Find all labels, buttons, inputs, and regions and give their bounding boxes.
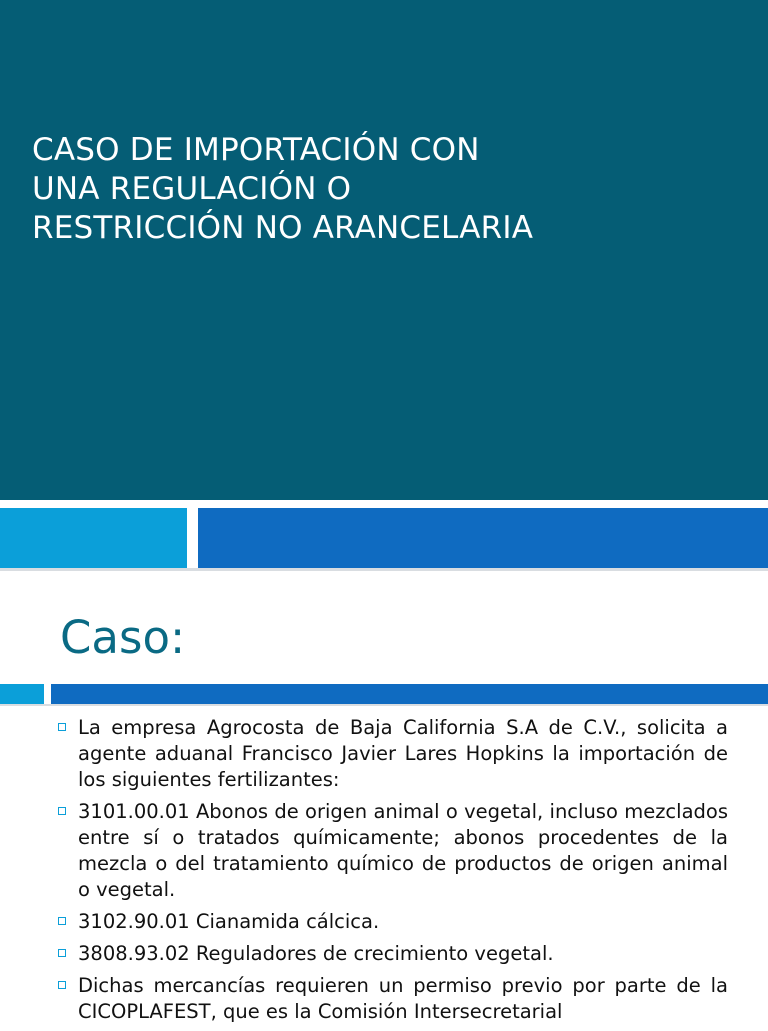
slide-divider — [0, 568, 768, 571]
bullet-text: 3808.93.02 Reguladores de crecimiento vegetal. — [78, 942, 554, 965]
hollow-square-bullet-icon — [58, 917, 66, 925]
section-heading: Caso: — [60, 611, 186, 664]
bullet-text: 3102.90.01 Cianamida cálcica. — [78, 910, 380, 933]
accent-bar-right — [51, 684, 768, 704]
accent-band-left — [0, 508, 187, 568]
slide-title-line: RESTRICCIÓN NO ARANCELARIA — [32, 210, 534, 246]
slide-title-line: UNA REGULACIÓN O — [32, 171, 352, 207]
hollow-square-bullet-icon — [58, 723, 66, 731]
bullet-item — [58, 909, 728, 935]
hollow-square-bullet-icon — [58, 949, 66, 957]
title-slide-background — [0, 0, 768, 500]
bullet-list — [58, 715, 728, 1031]
accent-bar-shadow — [0, 704, 768, 706]
slide-title-line: CASO DE IMPORTACIÓN CON — [32, 132, 480, 168]
bullet-text: 3101.00.01 Abonos de origen animal o vegetal, incluso mezclados entre sí o tratados químicamente; abonos procedentes de la mezcla o del tratamiento químico de productos de origen animal o vegetal. — [78, 800, 728, 901]
bullet-item — [58, 941, 728, 967]
bullet-item — [58, 715, 728, 793]
bullet-text: La empresa Agrocosta de Baja California S.A de C.V., solicita a agente aduanal Francisco Javier Lares Hopkins la importación de los siguientes fertilizantes: — [78, 716, 728, 791]
hollow-square-bullet-icon — [58, 981, 66, 989]
bullet-item — [58, 973, 728, 1025]
accent-band-right — [198, 508, 768, 568]
bullet-item — [58, 799, 728, 903]
accent-bar-left — [0, 684, 44, 704]
bullet-text: Dichas mercancías requieren un permiso previo por parte de la CICOPLAFEST, que es la Comisión Intersecretarial — [78, 974, 728, 1023]
slide-title — [32, 131, 732, 248]
hollow-square-bullet-icon — [58, 807, 66, 815]
